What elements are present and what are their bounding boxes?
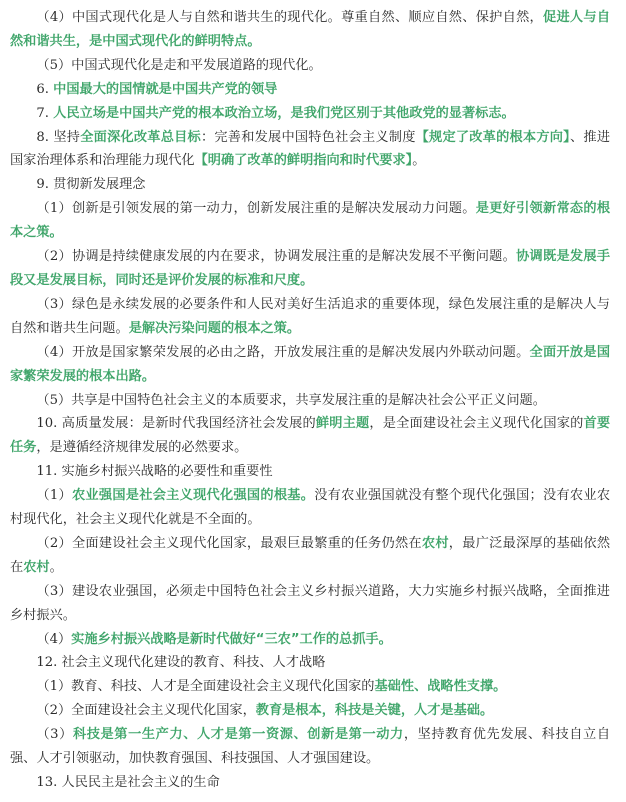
paragraph: [10, 699, 610, 723]
body-text: （4）开放是国家繁荣发展的必由之路，开放发展注重的是解决发展内外联动问题。: [36, 344, 530, 360]
highlighted-text: 基础性、战略性支撑。: [374, 679, 507, 695]
body-text: （1）创新是引领发展的第一动力，创新发展注重的是解决发展动力问题。: [36, 201, 476, 217]
body-text: 。: [412, 153, 426, 169]
body-text: ，坚持教育优先发展、科技自立自强、人才引领驱动，加快教育强国、科技强国、人才强国建设。: [10, 727, 611, 767]
highlighted-text: 首要任务: [10, 416, 611, 456]
paragraph: [10, 484, 610, 532]
body-text: 、推进国家治理体系和治理能力现代化: [10, 129, 611, 169]
paragraph: [10, 580, 610, 628]
paragraph: [10, 102, 610, 126]
highlighted-text: 协调既是发展手段又是发展目标，同时还是评价发展的标准和尺度。: [10, 249, 611, 288]
paragraph: [10, 675, 610, 699]
paragraph: [10, 173, 610, 197]
body-text: （2）协调是持续健康发展的内在要求，协调发展注重的是解决发展不平衡问题。: [36, 249, 517, 265]
highlighted-text: 全面深化改革总目标: [80, 129, 201, 145]
body-text: （4）中国式现代化是人与自然和谐共生的现代化。尊重自然、顺应自然、保护自然，: [36, 10, 543, 25]
body-text: （3）绿色是永续发展的必要条件和人民对美好生活追求的重要体现，绿色发展注重的是解决人与自然和谐共生问题。: [10, 296, 610, 336]
document-page: [10, 6, 610, 795]
highlighted-text: 【规定了改革的根本方向】: [415, 129, 570, 145]
paragraph: [10, 723, 610, 771]
body-text: ，是遵循经济规律发展的必然要求。: [36, 440, 248, 456]
body-text: （4）: [36, 631, 72, 647]
body-text: （1）: [36, 488, 72, 504]
highlighted-text: 是更好引领新常态的根本之策。: [10, 201, 611, 241]
body-text: ，最广泛最深厚的基础依然在: [10, 535, 611, 575]
highlighted-text: 实施乡村振兴战略是新时代做好“三农”工作的总抓手。: [71, 631, 392, 647]
highlighted-text: 中国最大的国情就是中国共产党的领导: [53, 81, 278, 97]
paragraph: [10, 293, 610, 341]
body-text: （5）共享是中国特色社会主义的本质要求，共享发展注重的是解决社会公平正义问题。: [36, 392, 546, 408]
body-text: ：完善和发展中国特色社会主义制度: [200, 129, 416, 145]
body-text: （2）全面建设社会主义现代化国家，: [36, 703, 256, 719]
paragraph: [10, 197, 610, 245]
body-text: （1）教育、科技、人才是全面建设社会主义现代化国家的: [36, 679, 375, 695]
paragraph: [10, 245, 610, 293]
highlighted-text: 是解决污染问题的根本之策。: [128, 320, 301, 336]
body-text: 9. 贯彻新发展理念: [36, 177, 146, 193]
paragraph: [10, 532, 610, 580]
paragraph: [10, 460, 610, 484]
body-text: 没有农业强国就没有整个现代化强国；没有农业农村现代化，社会主义现代化就是不全面的。: [10, 488, 611, 528]
highlighted-text: 全面开放是国家繁荣发展的根本出路。: [10, 344, 611, 384]
paragraph: [10, 54, 610, 78]
highlighted-text: 教育是根本，科技是关键，人才是基础。: [255, 703, 494, 719]
highlighted-text: 鲜明主题: [315, 416, 370, 432]
highlighted-text: 科技是第一生产力、人才是第一资源、创新是第一动力: [72, 727, 404, 743]
paragraph: [10, 78, 610, 102]
paragraph: [10, 126, 610, 174]
highlighted-text: 农村: [421, 535, 449, 551]
body-text: 12. 社会主义现代化建设的教育、科技、人才战略: [36, 655, 326, 671]
highlighted-text: 人民立场是中国共产党的根本政治立场，是我们党区别于其他政党的显著标志。: [53, 105, 515, 121]
body-text: 。: [49, 559, 63, 575]
paragraph: [10, 341, 610, 389]
body-text: 11. 实施乡村振兴战略的必要性和重要性: [36, 464, 273, 480]
paragraph: [10, 412, 610, 460]
highlighted-text: 农村: [23, 559, 50, 575]
highlighted-text: 【明确了改革的鲜明指向和时代要求】: [194, 153, 413, 169]
body-text: （2）全面建设社会主义现代化国家，最艰巨最繁重的任务仍然在: [36, 535, 422, 551]
body-text: （3）: [36, 727, 73, 743]
highlighted-text: 农业强国是社会主义现代化强国的根基。: [71, 488, 315, 504]
body-text: （3）建设农业强国，必须走中国特色社会主义乡村振兴道路，大力实施乡村振兴战略，全面推进乡村振兴。: [10, 583, 610, 623]
body-text: ，是全面建设社会主义现代化国家的: [369, 416, 584, 432]
body-text: （5）中国式现代化是走和平发展道路的现代化。: [36, 57, 322, 73]
paragraph: [10, 771, 610, 795]
paragraph: [10, 6, 610, 54]
body-text: 6.: [36, 81, 54, 97]
body-text: 7.: [36, 105, 54, 121]
body-text: 10. 高质量发展：是新时代我国经济社会发展的: [36, 416, 316, 432]
paragraph: [10, 628, 610, 652]
paragraph: [10, 389, 610, 413]
paragraph: [10, 651, 610, 675]
highlighted-text: 促进人与自然和谐共生，是中国式现代化的鲜明特点。: [10, 10, 611, 49]
body-text: 8. 坚持: [36, 129, 81, 145]
body-text: 13. 人民民主是社会主义的生命: [36, 775, 220, 790]
